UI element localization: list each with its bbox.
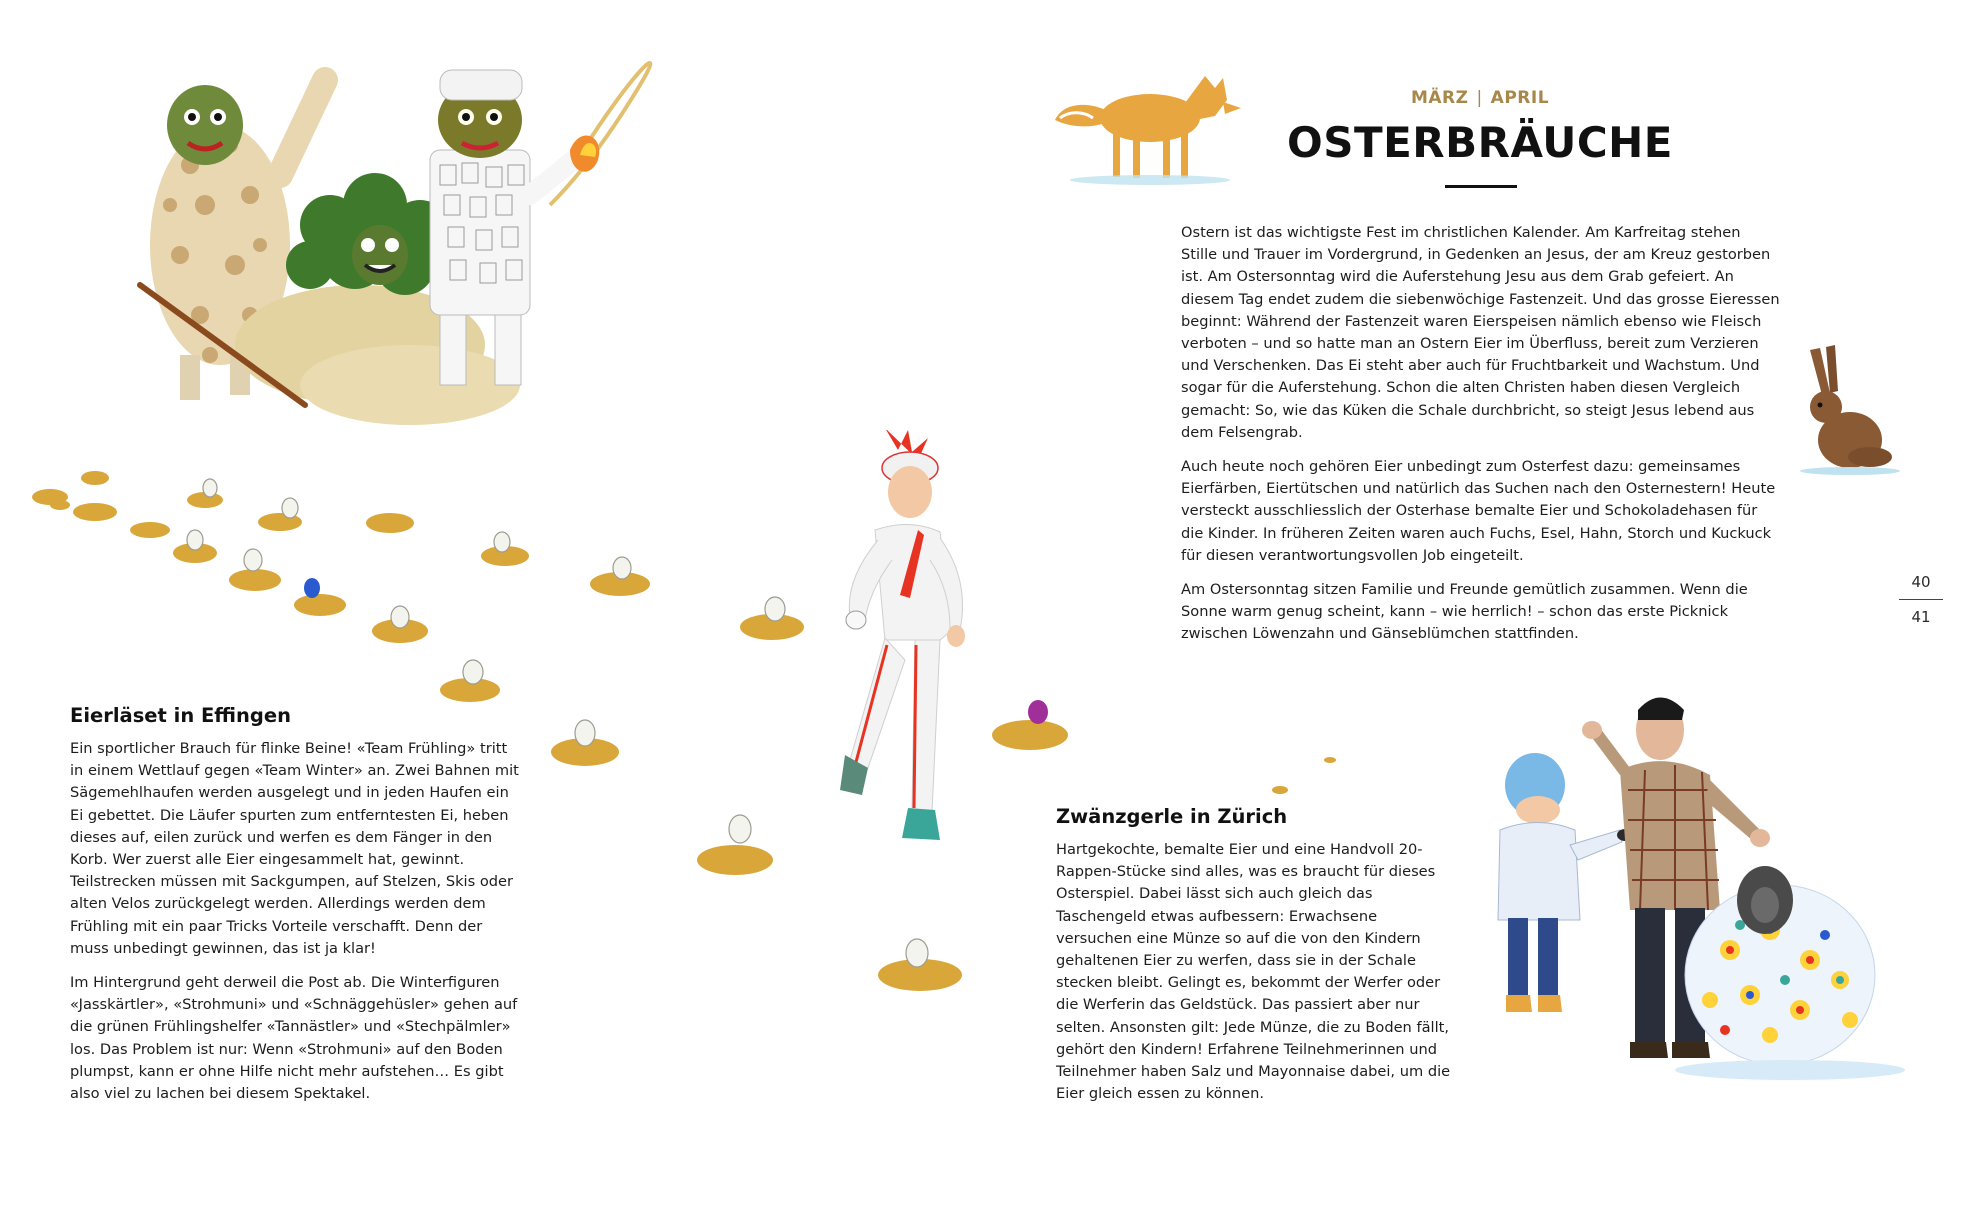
kicker-separator: | (1476, 88, 1483, 108)
intro-paragraph-2: Auch heute noch gehören Eier unbedingt zum Osterfest dazu: gemeinsames Eierfärben, Eiertütschen und natürlich das Suchen nach den Osternestern! Heute versteckt ausschliesslich der Osterhase bemalte Eier und Schokoladehasen für die Kinder. In früheren Zeiten waren auch Fuchs, Esel, Hahn, Storch und Kuckuck für diesen verantwortungsvollen Job eingeteilt. (1181, 458, 1776, 564)
kicker-month-april: APRIL (1490, 88, 1550, 108)
section-text-eierlaeset (70, 738, 525, 1117)
title-divider (1445, 185, 1517, 188)
page-numbers (1888, 573, 1954, 626)
intro-paragraph-1: Ostern ist das wichtigste Fest im christlichen Kalender. Am Karfreitag stehen Stille und Trauer im Vordergrund, in Gedenken an Jesus, der am Kreuz gestorben ist. Am Ostersonntag wird die Auferstehung Jesu aus dem Grab gefeiert. An diesem Tag endet zudem die siebenwöchige Fastenzeit. Und das grosse Eieressen beginnt: Während der Fastenzeit waren Eierspeisen nämlich ebenso wie Fleisch verboten – und so hatte man an Ostern Eier im Überfluss, bereit zum Verzieren und Verschenken. Das Ei steht aber auch für Fruchtbarkeit und Wachstum. Und sogar für die Auferstehung. Schon die alten Christen haben diesen Vergleich gemacht: So, wie das Küken die Schale durchbricht, so steigt Jesus lebend aus dem Felsengrab. (1181, 224, 1780, 441)
page-number-right: 41 (1911, 608, 1931, 626)
intro-text (1181, 222, 1781, 658)
section-title-eierlaeset: Eierläset in Effingen (70, 704, 292, 727)
winter-figures-illustration (110, 55, 730, 475)
intro-paragraph-3: Am Ostersonntag sitzen Familie und Freunde gemütlich zusammen. Wenn die Sonne warm genug scheint, kann – wie herrlich! – schon das erste Picknick zwischen Löwenzahn und Gänseblümchen stattfinden. (1181, 581, 1748, 643)
zwaenzgerle-paragraph-1: Hartgekochte, bemalte Eier und eine Handvoll 20-Rappen-Stücke sind alles, was es braucht für dieses Osterspiel. Dabei lässt sich auch gleich das Taschengeld etwas aufbessern: Erwachsene versuchen eine Münze so auf die von den Kindern gehaltenen Eier zu werfen, dass sie in der Schale stecken bleibt. Gelingt es, bekommt der Werfer oder die Werferin das Geldstück. Das passiert aber nur selten. Ansonsten gilt: Jede Münze, die zu Boden fällt, gehört den Kindern! Erfahrene Teilnehmerinnen und Teilnehmer haben Salz und Mayonnaise dabei, um die Eier gleich essen zu können. (1056, 841, 1451, 1103)
runner-illustration (790, 430, 990, 850)
hare-illustration (1790, 345, 1900, 475)
section-text-zwaenzgerle (1056, 839, 1456, 1117)
eierlaeset-paragraph-1: Ein sportlicher Brauch für flinke Beine! «Team Frühling» tritt in einem Wettlauf gegen «Team Winter» an. Zwei Bahnen mit Sägemehlhaufen werden ausgelegt und in jeden Haufen ein Ei gebettet. Die Läufer spurten zum entferntesten Ei, heben dieses auf, eilen zurück und werfen es dem Fänger in den Korb. Wer zuerst alle Eier eingesammelt hat, gewinnt. Teilstrecken müssen mit Sackgumpen, auf Stelzen, Skis oder alten Velos zurückgelegt werden. Allerdings werden dem Frühling mit ein paar Tricks Vorteile verschafft. Denn der muss unbedingt gewinnen, das ist ja klar! (70, 740, 519, 957)
month-kicker (1380, 88, 1580, 108)
page-number-divider (1899, 599, 1943, 600)
eierlaeset-paragraph-2: Im Hintergrund geht derweil die Post ab. Die Winterfiguren «Jasskärtler», «Strohmuni» und «Schnäggehüsler» gehen auf die grünen Frühlingshelfer «Tannästler» und «Stechpälmler» los. Das Problem ist nur: Wenn «Strohmuni» auf den Boden plumpst, kann er ohne Hilfe nicht mehr aufstehen… Es gibt also viel zu lachen bei diesem Spektakel. (70, 974, 518, 1103)
section-title-zwaenzgerle: Zwänzgerle in Zürich (1056, 805, 1288, 828)
fox-illustration (1045, 58, 1245, 188)
kicker-month-march: MÄRZ (1410, 88, 1469, 108)
page-title: OSTERBRÄUCHE (1287, 118, 1673, 167)
page-number-left: 40 (1911, 573, 1931, 591)
zwaenzgerle-illustration (1470, 680, 1910, 1100)
